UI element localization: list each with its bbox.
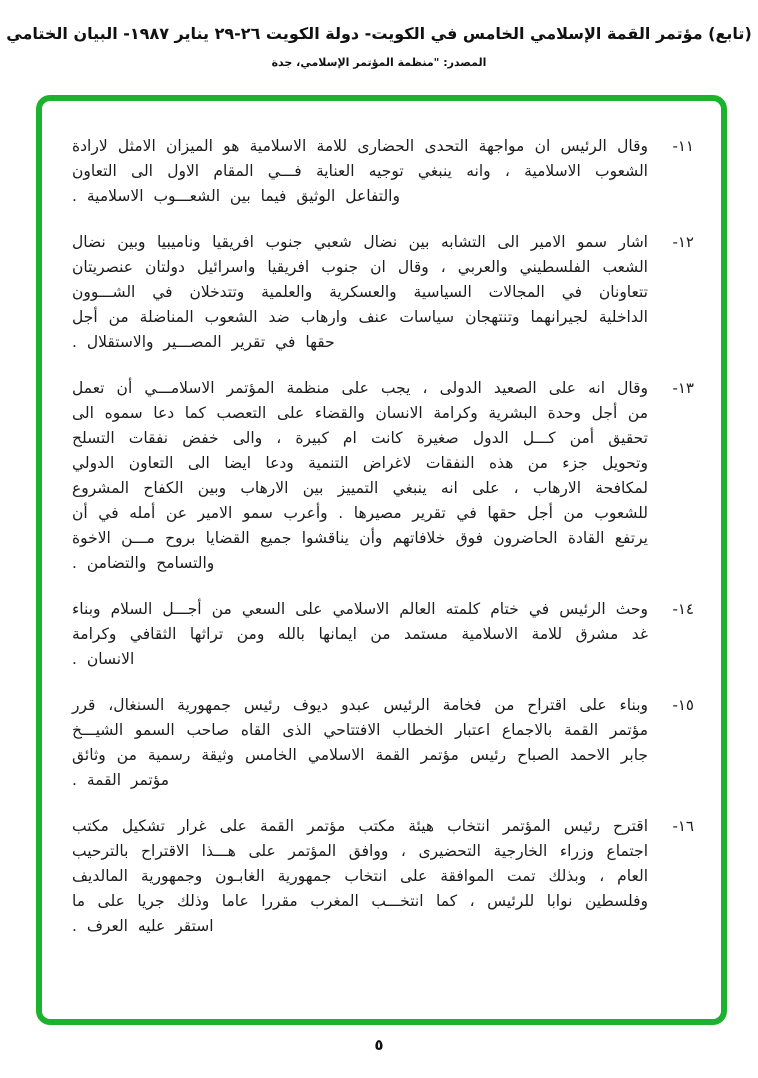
paragraph-number: ١٢- — [672, 233, 694, 251]
paragraph-number: ١٣- — [672, 379, 694, 397]
paragraph-12 — [72, 230, 694, 355]
paragraph-number: ١٤- — [672, 600, 694, 618]
paragraph-15 — [72, 693, 694, 793]
paragraph-text: وقال انه على الصعيد الدولى ، يجب على منظمة المؤتمر الاسلامـــي أن تعمل من أجل وحدة البشرية وكرامة الانسان والقضاء على التعصب كما دعا سموه الى تحقيق أمن كـــل الدول صغيرة كانت ام كبيرة ، والى خفض نفقات التسلح وتحويل جزء من هذه النفقات لاغراض التنمية ودعا ايضا الى التعاون الدولي لمكافحة الارهاب ، على انه ينبغي التمييز بين الارهاب وبين الكفاح المشروع للشعوب من أجل حقها في تقرير مصيرها . وأعرب سمو الامير عن أمله في أن يرتفع القادة الحاضرون فوق خلافاتهم وأن يناقشوا جميع القضايا بروح مـــن الاخوة والتسامح والتضامن . — [72, 379, 648, 572]
paragraph-16 — [72, 814, 694, 939]
paragraph-list — [72, 134, 694, 960]
paragraph-text: اقترح رئيس المؤتمر انتخاب هيئة مكتب مؤتمر القمة على غرار تشكيل مكتب اجتماع وزراء الخارجية التحضيرى ، ووافق المؤتمر على هـــذا الاقتراح بالترحيب العام ، وبذلك تمت الموافقة على انتخاب جمهورية الغابـون وجمهورية المالديف وفلسطين نوابا للرئيس ، كما انتخـــب المغرب مقررا عاما وذلك جريا على ما استقر عليه العرف . — [72, 817, 648, 935]
document-source-line: المصدر: "منظمة المؤتمر الإسلامي، جدة — [271, 56, 487, 69]
paragraph-number: ١٦- — [672, 817, 694, 835]
document-title: (تابع) مؤتمر القمة الإسلامي الخامس في الكويت- دولة الكويت ٢٦-٢٩ يناير ١٩٨٧- البيان الختامي — [6, 24, 752, 43]
paragraph-text: وقال الرئيس ان مواجهة التحدى الحضارى للامة الاسلامية هو الميزان الامثل لارادة الشعوب الاسلامية ، وانه ينبغي توجيه العناية فـــي المقام الاول الى التعاون والتفاعل الوثيق فيما بين الشعـــوب الاسلامية . — [72, 137, 648, 205]
page-number: ٥ — [374, 1036, 384, 1054]
paragraph-number: ١١- — [672, 137, 694, 155]
paragraph-11 — [72, 134, 694, 209]
paragraph-text: وحث الرئيس في ختام كلمته العالم الاسلامي على السعي من أجـــل السلام وبناء غد مشرق للامة الاسلامية مستمد من ايمانها بالله ومن تراثها الثقافي وكرامة الانسان . — [72, 600, 648, 668]
paragraph-number: ١٥- — [672, 696, 694, 714]
paragraph-14 — [72, 597, 694, 672]
paragraph-text: وبناء على اقتراح من فخامة الرئيس عبدو ديوف رئيس جمهورية السنغال، قرر مؤتمر القمة بالاجماع اعتبار الخطاب الافتتاحي الذى القاه صاحب السمو الشيـــخ جابر الاحمد الصباح رئيس مؤتمر القمة الاسلامي الخامس وثيقة رسمية من وثائق مؤتمر القمة . — [72, 696, 648, 789]
paragraph-text: اشار سمو الامير الى التشابه بين نضال شعبي جنوب افريقيا وناميبيا وبين نضال الشعب الفلسطيني والعربي ، وقال ان جنوب افريقيا واسرائيل دولتان عنصريتان تتعاونان في المجالات السياسية والعسكرية والعلمية وتتدخلان في الشـــوون الداخلية لجيرانهما وتنتهجان سياسات عنف وارهاب ضد الشعوب المناضلة من أجل حقها في تقرير المصـــير والاستقلال . — [72, 233, 648, 351]
paragraph-13 — [72, 376, 694, 576]
